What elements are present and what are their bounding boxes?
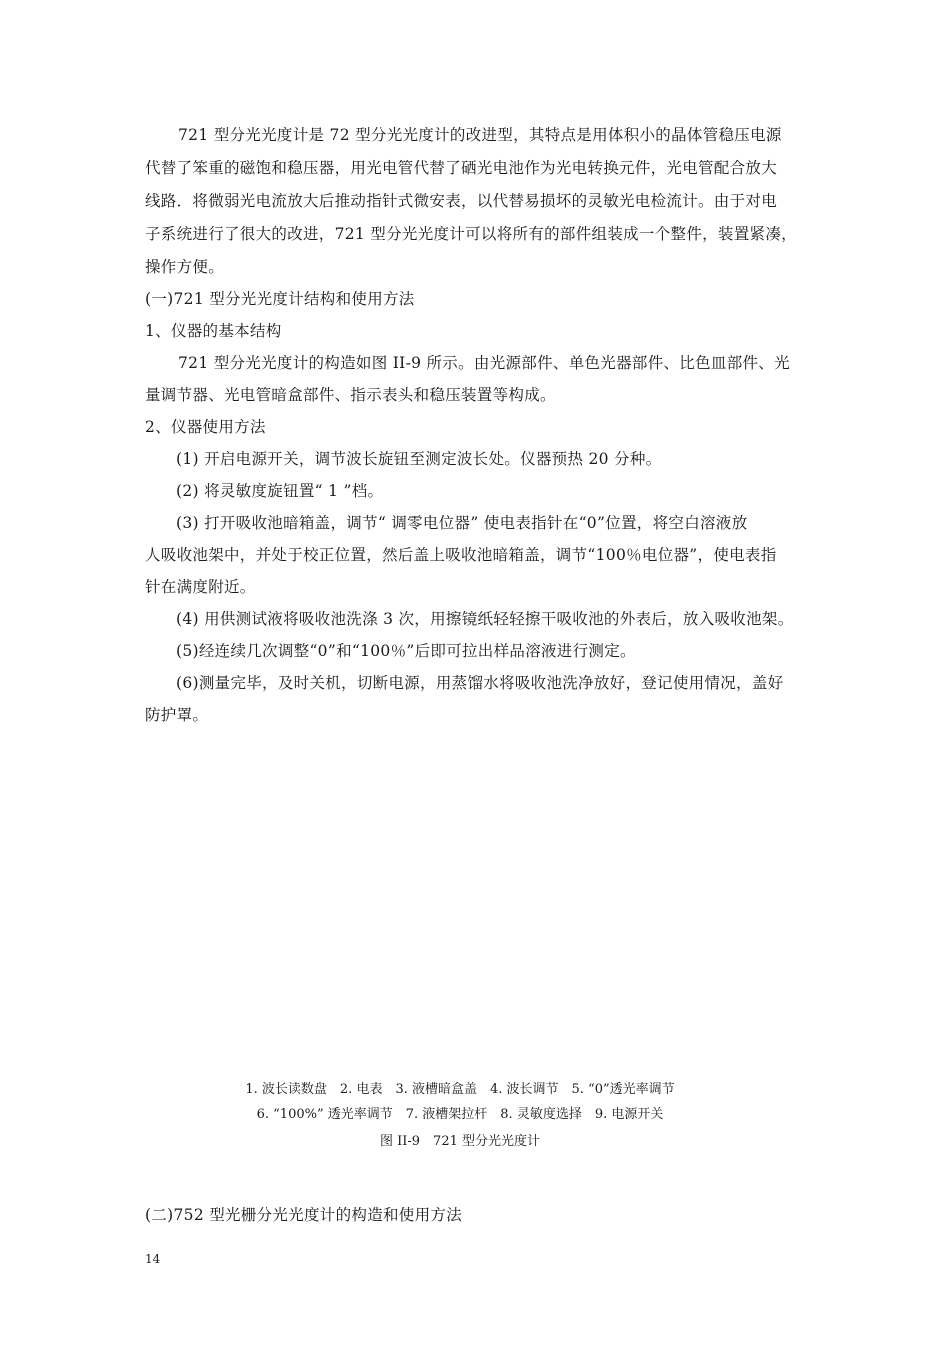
subheading-usage: 2、仪器使用方法 [145,418,266,436]
step-3-line-2: 人吸收池架中，并处于校正位置，然后盖上吸收池暗箱盖，调节“100％电位器”，使电表指 [145,546,777,564]
section-two-heading: (二)752 型光栅分光光度计的构造和使用方法 [145,1206,463,1224]
intro-paragraph-line-4: 子系统进行了很大的改进，721 型分光光度计可以将所有的部件组装成一个整件，装置紧凑， [145,225,797,243]
step-1: (1) 开启电源开关，调节波长旋钮至测定波长处。仪器预热 20 分种。 [176,450,662,468]
figure-legend-line-2: 6. “100%” 透光率调节 7. 液槽架拉杆 8. 灵敏度选择 9. 电源开关 [256,1107,664,1122]
step-4: (4) 用供测试液将吸收池洗涤 3 次，用擦镜纸轻轻擦干吸收池的外表后，放入吸收池架。 [176,610,794,628]
structure-paragraph-line-2: 量调节器、光电管暗盒部件、指示表头和稳压装置等构成。 [145,386,556,404]
intro-paragraph-line-1: 721 型分光光度计是 72 型分光光度计的改进型，其特点是用体积小的晶体管稳压电源 [178,126,782,144]
intro-paragraph-line-5: 操作方便。 [145,258,225,276]
step-2: (2) 将灵敏度旋钮置“ 1 ”档。 [176,482,384,500]
intro-paragraph-line-3: 线路．将微弱光电流放大后推动指针式微安表，以代替易损坏的灵敏光电检流计。由于对电 [145,192,778,210]
page-number: 14 [145,1252,161,1266]
intro-paragraph-line-2: 代替了笨重的磁饱和稳压器，用光电管代替了硒光电池作为光电转换元件，光电管配合放大 [145,159,778,177]
step-3-line-1: (3) 打开吸收池暗箱盖，调节“ 调零电位器” 使电表指针在“0”位置，将空白溶液放 [176,514,748,532]
step-6-line-2: 防护罩。 [145,706,209,724]
step-6-line-1: (6)测量完毕，及时关机，切断电源，用蒸馏水将吸收池洗净放好，登记使用情况，盖好 [176,674,784,692]
figure-legend-line-1: 1. 波长读数盘 2. 电表 3. 液槽暗盒盖 4. 波长调节 5. “0”透光率调节 [245,1082,675,1097]
section-one-heading: (一)721 型分光光度计结构和使用方法 [145,290,415,308]
figure-caption: 图 II-9 721 型分光光度计 [379,1134,540,1149]
step-3-line-3: 针在满度附近。 [145,578,256,596]
structure-paragraph-line-1: 721 型分光光度计的构造如图 II-9 所示。由光源部件、单色光器部件、比色皿部件、光 [178,354,790,372]
step-5: (5)经连续几次调整“0”和“100％”后即可拉出样品溶液进行测定。 [176,642,636,660]
subheading-structure: 1、仪器的基本结构 [145,322,282,340]
